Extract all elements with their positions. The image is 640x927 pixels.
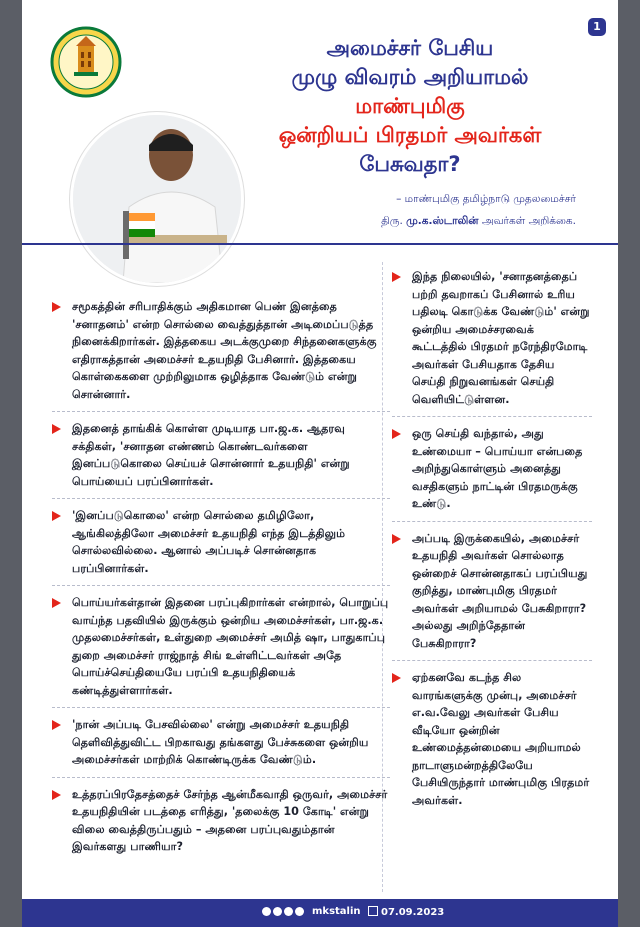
left-column bbox=[52, 298, 390, 856]
divider bbox=[52, 498, 390, 499]
arrow-icon bbox=[52, 598, 61, 608]
headline-line-2: முழு விவரம் அறியாமல் bbox=[291, 65, 529, 89]
header-rule bbox=[22, 243, 618, 245]
social-handle[interactable]: mkstalin bbox=[312, 906, 361, 917]
list-item bbox=[52, 716, 390, 769]
list-item-text: பொய்யர்கள்தான் இதனை பரப்புகிறார்கள் என்றால், பொறுப்பு வாய்ந்த பதவியில் இருக்கும் ஒன்றிய அமைச்சர்கள், பா.ஜ.க. முதலமைச்சர்கள், உள்துறை அமைச்சர் அமித் ஷா, பாதுகாப்பு துறை அமைச்சர் ராஜ்நாத் சிங் உள்ளிட்டவர்கள் அதே பொய்ச்செய்தியையே பரப்பி உதயநிதியைக் கண்டித்துள்ளார்கள். bbox=[72, 596, 389, 697]
date bbox=[368, 906, 444, 918]
divider bbox=[392, 416, 592, 417]
footer-bar bbox=[22, 899, 618, 927]
byline bbox=[222, 188, 598, 232]
portrait-illustration-icon bbox=[73, 115, 241, 283]
list-item bbox=[52, 594, 390, 699]
date-text: 07.09.2023 bbox=[381, 907, 445, 918]
list-item-text: சமூகத்தின் சரிபாதிக்கும் அதிகமான பெண் இனத்தை 'சனாதனம்' என்ற சொல்லை வைத்துத்தான் அடிமைப்படுத்த நினைக்கிறார்கள். இத்தகைய அடக்குமுறை சிந்தனைகளுக்கு எதிராகத்தான் அமைச்சர் உதயநிதி பேசினார். இத்தகைய கொள்கைகளை முற்றிலுமாக ஒழித்தாக வேண்டும் என்று சொன்னார். bbox=[72, 300, 377, 401]
list-item bbox=[52, 298, 390, 403]
headline-line-1: அமைச்சர் பேசிய bbox=[326, 36, 494, 60]
list-item-text: ஒரு செய்தி வந்தால், அது உண்மையா – பொய்யா என்பதை அறிந்துகொள்ளும் அனைத்து வசதிகளும் நாட்டின் பிரதமருக்கு உண்டு. bbox=[412, 427, 583, 510]
list-item bbox=[392, 425, 592, 513]
divider bbox=[392, 660, 592, 661]
headline-line-3: மாண்புமிகு bbox=[355, 94, 465, 118]
arrow-icon bbox=[52, 790, 61, 800]
arrow-icon bbox=[392, 534, 401, 544]
headline-line-5: பேசுவதா? bbox=[359, 152, 461, 176]
list-item bbox=[52, 507, 390, 577]
list-item-text: ஏற்கனவே கடந்த சில வாரங்களுக்கு முன்பு, அமைச்சர் எ.வ.வேலு அவர்கள் பேசிய வீடியோ ஒன்றின் உண்மைத்தன்மையை அறியாமல் நாடாளுமன்றத்திலேயே பேசியிருந்தார் மாண்புமிகு பிரதமர் அவர்கள். bbox=[412, 671, 590, 807]
arrow-icon bbox=[52, 720, 61, 730]
byline-prefix: திரு. bbox=[381, 215, 403, 227]
list-item bbox=[392, 530, 592, 653]
list-item-text: உத்தரப்பிரதேசத்தைச் சேர்ந்த ஆன்மீகவாதி ஒருவர், அமைச்சர் உதயநிதியின் படத்தை எரித்து, 'தலைக்கு 10 கோடி' என்று விலை வைத்திருப்பதும் – அதனை பரப்புவதும்தான் இவர்களது பாணியா? bbox=[72, 787, 388, 853]
divider bbox=[52, 411, 390, 412]
byline-line-2 bbox=[222, 210, 576, 232]
list-item-text: இந்த நிலையில், 'சனாதனத்தைப் பற்றி தவறாகப் பேசினால் உரிய பதிலடி கொடுக்க வேண்டும்' என்று ஒன்றிய அமைச்சரவைக் கூட்டத்தில் பிரதமர் நரேந்திரமோடி அவர்கள் பேசியதாக தேசிய செய்தி நிறுவனங்கள் செய்தி வெளியிட்டுள்ளன. bbox=[412, 270, 590, 406]
list-item-text: இதனைத் தாங்கிக் கொள்ள முடியாத பா.ஜ.க. ஆதரவு சக்திகள், 'சனாதன எண்ணம் கொண்டவர்களை இனப்படுகொலை செய்யச் சொன்னார் உதயநிதி' என்று பொய்யைப் பரப்பினார்கள். bbox=[72, 422, 350, 488]
headline-line-4: ஒன்றியப் பிரதமர் அவர்கள் bbox=[278, 123, 542, 147]
list-item-text: 'நான் அப்படி பேசவில்லை' என்று அமைச்சர் உதயநிதி தெளிவித்துவிட்ட பிறகாவது தங்களது பேச்சுகளை ஒன்றிய அமைச்சர்கள் மாற்றிக் கொண்டிருக்க வேண்டும். bbox=[72, 718, 369, 766]
divider bbox=[52, 585, 390, 586]
list-item bbox=[392, 268, 592, 408]
facebook-icon[interactable] bbox=[273, 907, 282, 916]
divider bbox=[392, 521, 592, 522]
youtube-icon[interactable] bbox=[295, 907, 304, 916]
arrow-icon bbox=[52, 302, 61, 312]
list-item bbox=[52, 420, 390, 490]
list-item-text: அப்படி இருக்கையில், அமைச்சர் உதயநிதி அவர்கள் சொல்லாத ஒன்றைச் சொன்னதாகப் பரப்பியது குறித்து, மாண்புமிகு பிரதமர் அவர்கள் அறியாமல் பேசுகிறாரா? அல்லது அறிந்தேதான் பேசுகிறாரா? bbox=[412, 531, 588, 650]
poster bbox=[22, 0, 618, 927]
tamil-nadu-emblem-icon bbox=[50, 26, 122, 98]
arrow-icon bbox=[52, 424, 61, 434]
instagram-icon[interactable] bbox=[284, 907, 293, 916]
divider bbox=[52, 777, 390, 778]
right-column bbox=[392, 268, 592, 809]
social-icons bbox=[262, 907, 304, 916]
page-number-badge: 1 bbox=[588, 18, 606, 36]
chief-minister-portrait bbox=[70, 112, 244, 286]
byline-suffix: அவர்கள் அறிக்கை. bbox=[481, 215, 576, 227]
arrow-icon bbox=[392, 272, 401, 282]
arrow-icon bbox=[52, 511, 61, 521]
list-item bbox=[52, 786, 390, 856]
byline-line-1: – மாண்புமிகு தமிழ்நாடு முதலமைச்சர் bbox=[396, 193, 576, 205]
list-item bbox=[392, 669, 592, 809]
twitter-icon[interactable] bbox=[262, 907, 271, 916]
byline-name: மு.க.ஸ்டாலின் bbox=[406, 215, 479, 227]
headline bbox=[222, 34, 598, 179]
arrow-icon bbox=[392, 673, 401, 683]
divider bbox=[52, 707, 390, 708]
list-item-text: 'இனப்படுகொலை' என்ற சொல்லை தமிழிலோ, ஆங்கிலத்திலோ அமைச்சர் உதயநிதி எந்த இடத்திலும் சொல்லவில்லை. ஆனால் அப்படிச் சொன்னதாக பரப்பினார்கள். bbox=[72, 509, 346, 575]
arrow-icon bbox=[392, 429, 401, 439]
calendar-icon bbox=[368, 906, 378, 916]
